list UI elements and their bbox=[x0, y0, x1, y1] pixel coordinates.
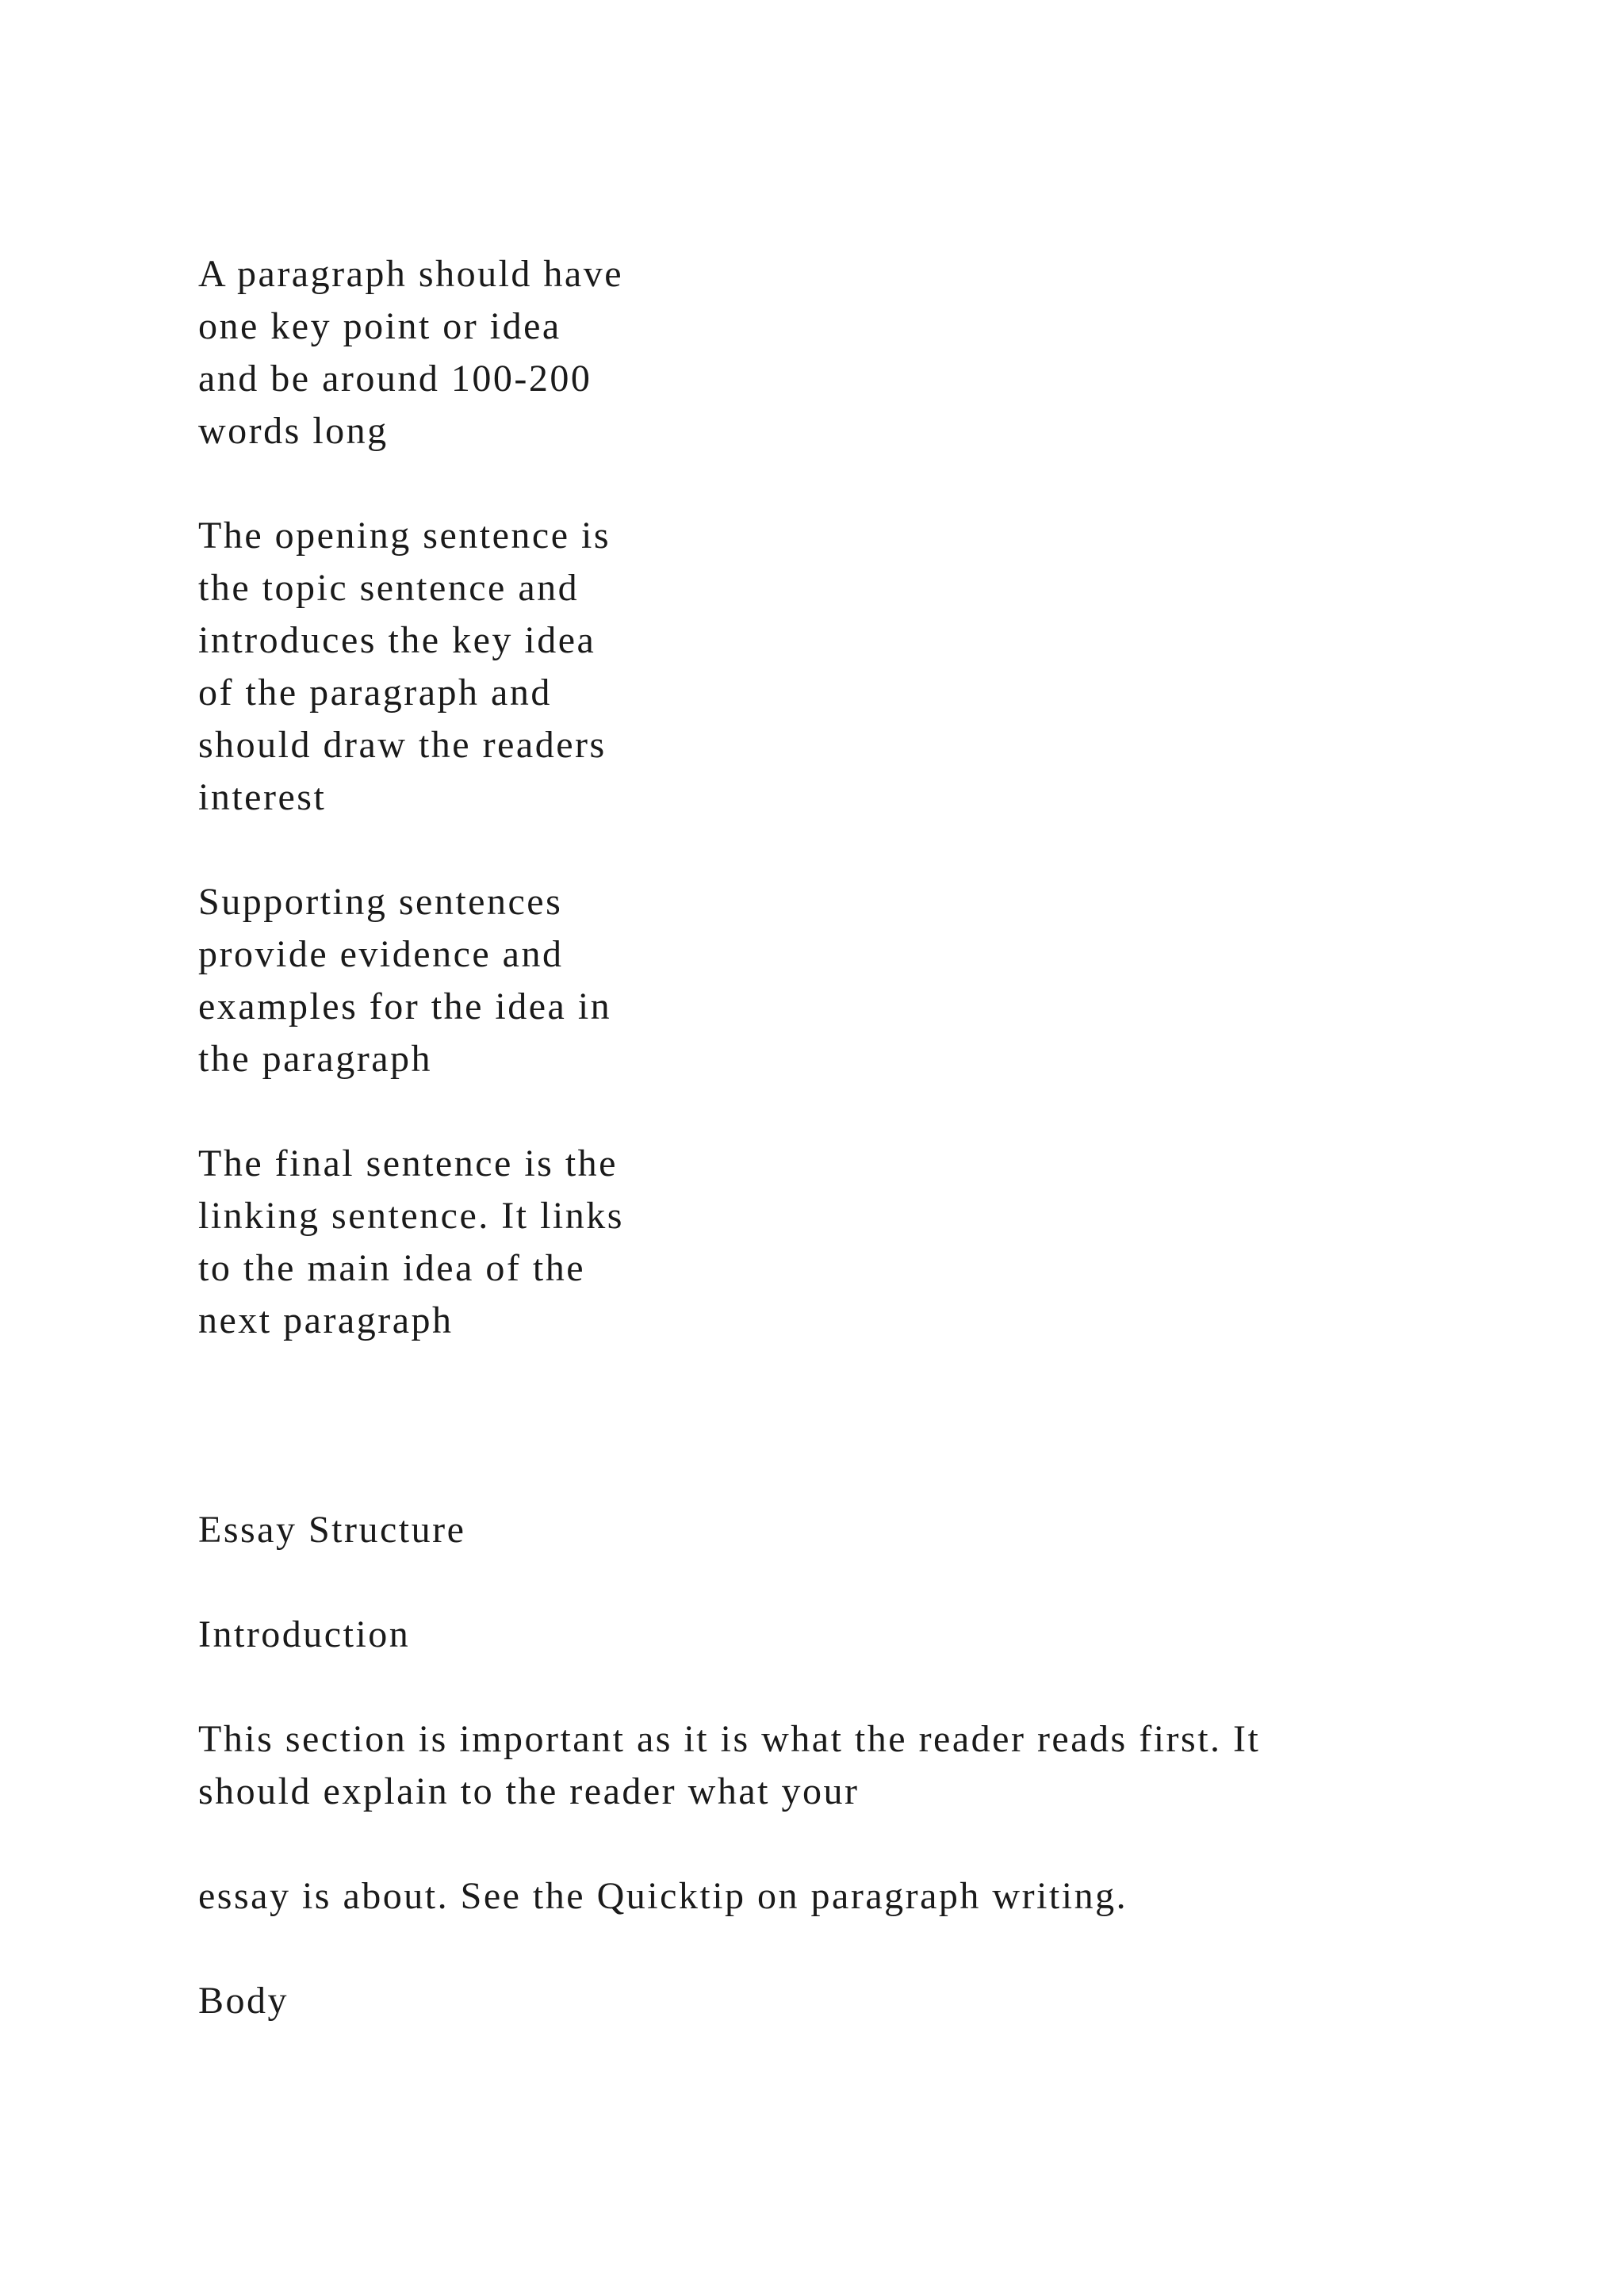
paragraph-definition-text bbox=[198, 248, 623, 457]
text-line: one key point or idea bbox=[198, 305, 561, 347]
text-line: to the main idea of the bbox=[198, 1247, 586, 1289]
heading-line: Essay Structure bbox=[198, 1509, 466, 1551]
linking-sentence-text bbox=[198, 1138, 624, 1347]
text-line: should explain to the reader what your bbox=[198, 1770, 860, 1812]
text-line: The opening sentence is bbox=[198, 515, 611, 557]
heading-line: Introduction bbox=[198, 1613, 411, 1655]
introduction-text-1 bbox=[198, 1713, 1260, 1818]
text-line: The final sentence is the bbox=[198, 1142, 618, 1184]
supporting-sentences-text bbox=[198, 876, 611, 1085]
text-line: This section is important as it is what the reader reads first. It bbox=[198, 1718, 1261, 1760]
topic-sentence-text bbox=[198, 510, 611, 824]
text-line: next paragraph bbox=[198, 1299, 454, 1341]
introduction-heading bbox=[198, 1609, 410, 1661]
essay-structure-heading bbox=[198, 1504, 465, 1556]
text-line: words long bbox=[198, 410, 389, 452]
heading-line: Body bbox=[198, 1980, 289, 2022]
text-line: A paragraph should have bbox=[198, 253, 624, 295]
text-line: linking sentence. It links bbox=[198, 1195, 624, 1237]
text-line: Supporting sentences bbox=[198, 881, 563, 923]
text-line: provide evidence and bbox=[198, 933, 564, 975]
introduction-text-2 bbox=[198, 1870, 1128, 1923]
text-line: introduces the key idea bbox=[198, 619, 596, 661]
text-line: examples for the idea in bbox=[198, 985, 612, 1027]
body-heading bbox=[198, 1975, 289, 2027]
text-line: essay is about. See the Quicktip on paragraph writing. bbox=[198, 1875, 1128, 1917]
text-line: of the paragraph and bbox=[198, 672, 552, 714]
text-line: the topic sentence and bbox=[198, 567, 580, 609]
text-line: should draw the readers bbox=[198, 724, 607, 766]
text-line: interest bbox=[198, 776, 327, 818]
text-line: and be around 100-200 bbox=[198, 358, 592, 400]
text-line: the paragraph bbox=[198, 1038, 433, 1080]
